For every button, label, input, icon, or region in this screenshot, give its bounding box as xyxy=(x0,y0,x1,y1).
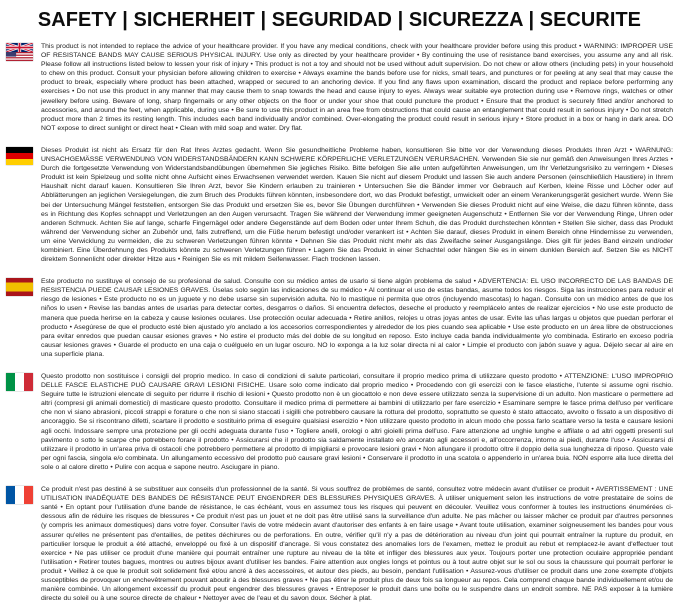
language-section-german xyxy=(6,146,673,264)
uk-us-flag-icon xyxy=(6,43,33,61)
safety-text: Dieses Produkt ist nicht als Ersatz für den Rat Ihres Arztes gedacht. Wenn Sie gesundheitliche Probleme haben, konsultieren Sie bitte vor der Verwendung dieses Produkts Ihren Arzt • WARNUNG: UNSACHGEMÄSSE VERWENDUNG VON WIDERSTANDSBÄNDERN KANN SCHWERE KÖRPERLICHE VERLETZUNGEN VERURSACHEN. Verwenden Sie sie nur gemäß den Anweisungen Ihres Arztes • Durch die fortgesetzte Verwendung von Widerstandsbandübungen übernehmen Sie jegliches Risiko. Bitte befolgen Sie alle unten aufgeführten Anweisungen, um Ihr Verletzungsrisiko zu verringern • Dieses Produkt ist kein Spielzeug und sollte nicht ohne Aufsicht eines Erwachsenen verwendet werden. Kauen Sie nicht auf diesem Produkt und lassen Sie auch andere Personen (einschließlich Haustiere) in Ihrem Haushalt nicht darauf kauen. Konsultieren Sie Ihren Arzt, bevor Sie Kindern erlauben zu trainieren • Untersuchen Sie die Bänder immer vor Gebrauch auf Kerben, kleine Risse und Löcher oder auf Abblätterungen an jeglichen Versiegelungen, die zum Bruch des Produkts führen könnten, insbesondere dort, wo das Produkt befestigt, umwickelt oder an einem Verankerungsgerät gesichert wurde. Wenn Sie bei der Untersuchung Mängel feststellen, entsorgen Sie das Produkt und ersetzen Sie es, bevor Sie Übungen durchführen • Verwenden Sie dieses Produkt nicht auf eine Weise, die dazu führen könnte, dass es in Richtung des Kopfes schnappt und Verletzungen an den Augen verursacht. Tragen Sie während der Verwendung immer geeigneten Augenschutz • Entfernen Sie vor der Verwendung Ringe, Uhren oder anderen Schmuck. Achten Sie auf lange, scharfe Fingernägel oder andere Gegenstände auf dem Boden oder unter Ihrem Schuh, die das Produkt durchstechen könnten • Stellen Sie sicher, dass das Produkt während der Verwendung sicher an Zubehör und, falls zutreffend, um die Füße herum befestigt und/oder verankert ist • Achten Sie darauf, dieses Produkt in einem Bereich ohne Hindernisse zu verwenden, um eine Verwicklung zu vermeiden, die zu schweren Verletzungen führen könnte • Dehnen Sie das Produkt nicht mehr als das Zweifache seiner Ausgangslänge. Dies gilt für jedes Band einzeln und/oder kombiniert. Eine Überdehnung des Produkts könnte zu schweren Verletzungen führen • Lagern Sie das Produkt in einer Schachtel oder hängen Sie es in einem dunklen Bereich auf. Setzen Sie es NICHT direktem Sonnenlicht oder direkter Hitze aus • Reinigen Sie es mit mildem Seifenwasser. Flach trocknen lassen. xyxy=(41,146,673,264)
safety-text: Questo prodotto non sostituisce i consigli del proprio medico. In caso di condizioni di salute particolari, consultare il proprio medico prima di utilizzare questo prodotto • ATTENZIONE: L'USO IMPROPRIO DELLE FASCE ELASTICHE PUÒ CAUSARE GRAVI LESIONI FISICHE. Usare solo come indicato dal proprio medico • Procedendo con gli esercizi con le fasce elastiche, l'utente si assume ogni rischio. Seguire tutte le istruzioni elencate di seguito per ridurre il rischio di lesioni • Questo prodotto non è un giocattolo e non deve essere utilizzato senza la supervisione di un adulto. Non masticare o permettere ad altri (compresi gli animali domestici) di masticare questo prodotto. Consultare il medico prima di permettere ai bambini di utilizzarlo per fare esercizio • Esaminare sempre le fasce prima dell'uso per verificare che non vi siano abrasioni, piccoli strappi e forature o che non si siano staccati i sigilli che potrebbero causare la rottura del prodotto, soprattutto se questo è stato attaccato, avvolto o fissato a un dispositivo di ancoraggio. Se si riscontrano difetti, scartare il prodotto e sostituirlo prima di eseguire qualsiasi esercizio • Non utilizzare questo prodotto in alcun modo che possa farlo scattare verso la testa e causare lesioni agli occhi. Indossare sempre una protezione per gli occhi adeguata durante l'uso • Togliere anelli, orologi o altri gioielli prima dell'uso. Fare attenzione ad unghie lunghe e affilate o ad altri oggetti presenti sul pavimento o sotto le scarpe che potrebbero forare il prodotto • Assicurarsi che il prodotto sia saldamente installato e/o ancorato agli accessori e, all'occorrenza, intorno ai piedi, durante l'uso • Assicurarsi di utilizzare il prodotto in un'area priva di ostacoli che potrebbero permettere al prodotto di impigliarsi e provocare lesioni gravi • Non allungare il prodotto oltre il doppio della sua lunghezza di riposo. Questo vale per ogni fascia, singola e/o combinata. Un allungamento eccessivo del prodotto può causare gravi lesioni • Conservare il prodotto in una scatola o appenderlo in un'area buia. NON esporre alla luce diretta del sole o al calore diretto • Pulire con acqua e sapone neutro. Asciugare in piano. xyxy=(41,373,673,471)
language-section-italian xyxy=(6,372,673,472)
language-sections xyxy=(6,42,673,603)
language-section-spanish xyxy=(6,277,673,359)
page-title: SAFETY | SICHERHEIT | SEGURIDAD | SICUREZZA | SECURITE xyxy=(37,8,642,31)
safety-text: This product is not intended to replace the advice of your healthcare provider. If you have any medical conditions, check with your healthcare provider before using this product • WARNING: IMPROPER USE OF RESISTANCE BANDS MAY CAUSE SERIOUS PHYSICAL INJURY. Use only as directed by your healthcare provider • By continuing the use of resistance band exercises, you assume any and all risk. Please follow all instructions listed below to lessen your risk of injury • This product is not a toy and should not be used without adult supervision. Do not chew or allow others (including pets) in your household to chew on this product. Consult your physician before allowing children to exercise • Always examine the bands before use for nicks, small tears, and punctures or for peeling at any seal that may cause the product to break, especially where product has been attached, wrapped or secured to an anchoring device. If you find any flaws upon examination, discard the product and replace before performing any exercises • Do not use this product in any manner that may cause them to snap towards the head and cause injury to eyes. Always wear suitable eye protection during use • Remove rings, watches or other jewellery before using. Beware of long, sharp fingernails or any other objects on the floor or under your shoe that could puncture the product • Ensure that the product is securely fitted and/or anchored to accessories, and around the feet, when applicable, during use • Be sure to use this product in an area free from obstructions that could cause an entanglement that could result in serious injury • Do not stretch product more than 2 times its resting length. This includes each band individually and/or combined. Over-elongating the product could result in serious injury • Store product in a box or hang in dark area. DO NOT expose to direct sunlight or direct heat • Clean with mild soap and water. Dry flat. xyxy=(41,43,673,132)
germany-flag-icon xyxy=(6,147,33,165)
safety-text: Este producto no sustituye el consejo de su profesional de salud. Consulte con su médico antes de usarlo si tiene algún problema de salud • ADVERTENCIA: EL USO INCORRECTO DE LAS BANDAS DE RESISTENCIA PUEDE CAUSAR LESIONES GRAVES. Úselas solo según las indicaciones de su médico • Al continuar el uso de estas bandas, asume todos los riesgos. Siga las instrucciones para reducir el riesgo de lesiones • Este producto no es un juguete y no debe usarse sin supervisión adulta. No lo mastique ni permita que otros (incluyendo mascotas) lo hagan. Consulte con un médico antes de que los niños lo usen • Revise las bandas antes de usarlas para detectar cortes, desgarros o daños. Si encuentra defectos, deseche el producto y reemplácelo antes de realizar ejercicios • No use este producto de manera que pueda herirse en la cabeza y cause lesiones oculares. Use protección ocular adecuada • Retire anillos, relojes u otras joyas antes de usar. Evite las uñas largas u objetos que puedan perforar el producto • Asegúrese de que el producto esté bien ajustado y/o anclado a los accesorios correspondientes y alrededor de los pies cuando sea aplicable • Use este producto en un área libre de obstrucciones para evitar enredos que puedan causar esiones graves • No estire el producto más del doble de su longitud en reposo. Esto incluye cada banda individualmente y/o combinada. Estirarlo en exceso podría causar lesiones graves • Guarde el producto en una caja o cuélguelo en un lugar oscuro. NO lo exponga a la luz solar directa ni al calor • Limpie el producto con jabón suave y agua. Déjelo secar al aire en una superficie plana. xyxy=(41,278,673,358)
safety-text: Ce produit n'est pas destiné à se substituer aux conseils d'un professionnel de la santé. Si vous souffrez de problèmes de santé, consultez votre médecin avant d'utiliser ce produit • AVERTISSEMENT : UNE UTILISATION INADÉQUATE DES BANDES DE RÉSISTANCE PEUT ENGENDRER DES BLESSURES PHYSIQUES GRAVES. À utiliser uniquement selon les instructions de votre prestataire de soins de santé • En optant pour l'utilisation d'une bande de résistance, le cas échéant, vous en assumez tous les risques qui peuvent en découler. Veuillez vous conformer à toutes les instructions énumérées ci-dessous afin de réduire les risques de blessures • Ce produit n'est pas un jouet et ne doit pas être utilisé sans la surveillance d'un adulte. Ne pas mâcher ou laisser mâcher ce produit par d'autres personnes (y compris les animaux domestiques) dans votre foyer. Consulter l'avis de votre médecin avant d'autoriser des enfants à en faire usage • Avant toute utilisation, examiner soigneusement les bandes pour vous assurer qu'elles ne présentent pas d'entailles, de petites déchirures ou de perforations. En outre, vérifier qu'il n'y a pas de détérioration au niveau d'un joint qui pourrait entraîner la rupture du produit, en particulier lorsque le produit a été attaché, enveloppé ou fixé à un dispositif d'ancrage. Si vous constatez des anomalies lors de l'examen, mettez le produit au rebut et remplacez-le avant d'effectuer tout exercice • Ne pas utiliser ce produit d'une manière qui pourrait entraîner une rupture au niveau de la tête et infliger des blessures aux yeux. Toujours porter une protection oculaire appropriée pendant l'utilisation • Retirer toutes bagues, montres ou autres bijoux avant d'utiliser les bandes. Faire attention aux ongles longs et pointus ou à tout autre objet sur le sol ou sous la chaussure qui pourrait perforer le produit • Veillez à ce que le produit soit solidement fixé et/ou ancré à des accessoires, et autour des pieds, au besoin, pendant l'utilisation • Assurez-vous d'utiliser ce produit dans une zone exempte d'objets susceptibles de provoquer un enchevêtrement pouvant aboutir à des blessures graves • Ne pas étirer le produit plus de deux fois sa longueur au repos. Cela comprend chaque bande individuellement et/ou de manière combinée. Un allongement excessif du produit peut engendrer des blessures graves • Entreposer le produit dans une boîte ou le suspendre dans un endroit sombre. NE PAS exposer à la lumière directe du soleil ou à une source directe de chaleur • Nettoyer avec de l'eau et du savon doux. Sécher à plat. xyxy=(41,486,673,603)
language-section-english xyxy=(6,42,673,133)
language-section-french xyxy=(6,485,673,603)
italy-flag-icon xyxy=(6,373,33,391)
france-flag-icon xyxy=(6,486,33,504)
spain-flag-icon xyxy=(6,278,33,296)
